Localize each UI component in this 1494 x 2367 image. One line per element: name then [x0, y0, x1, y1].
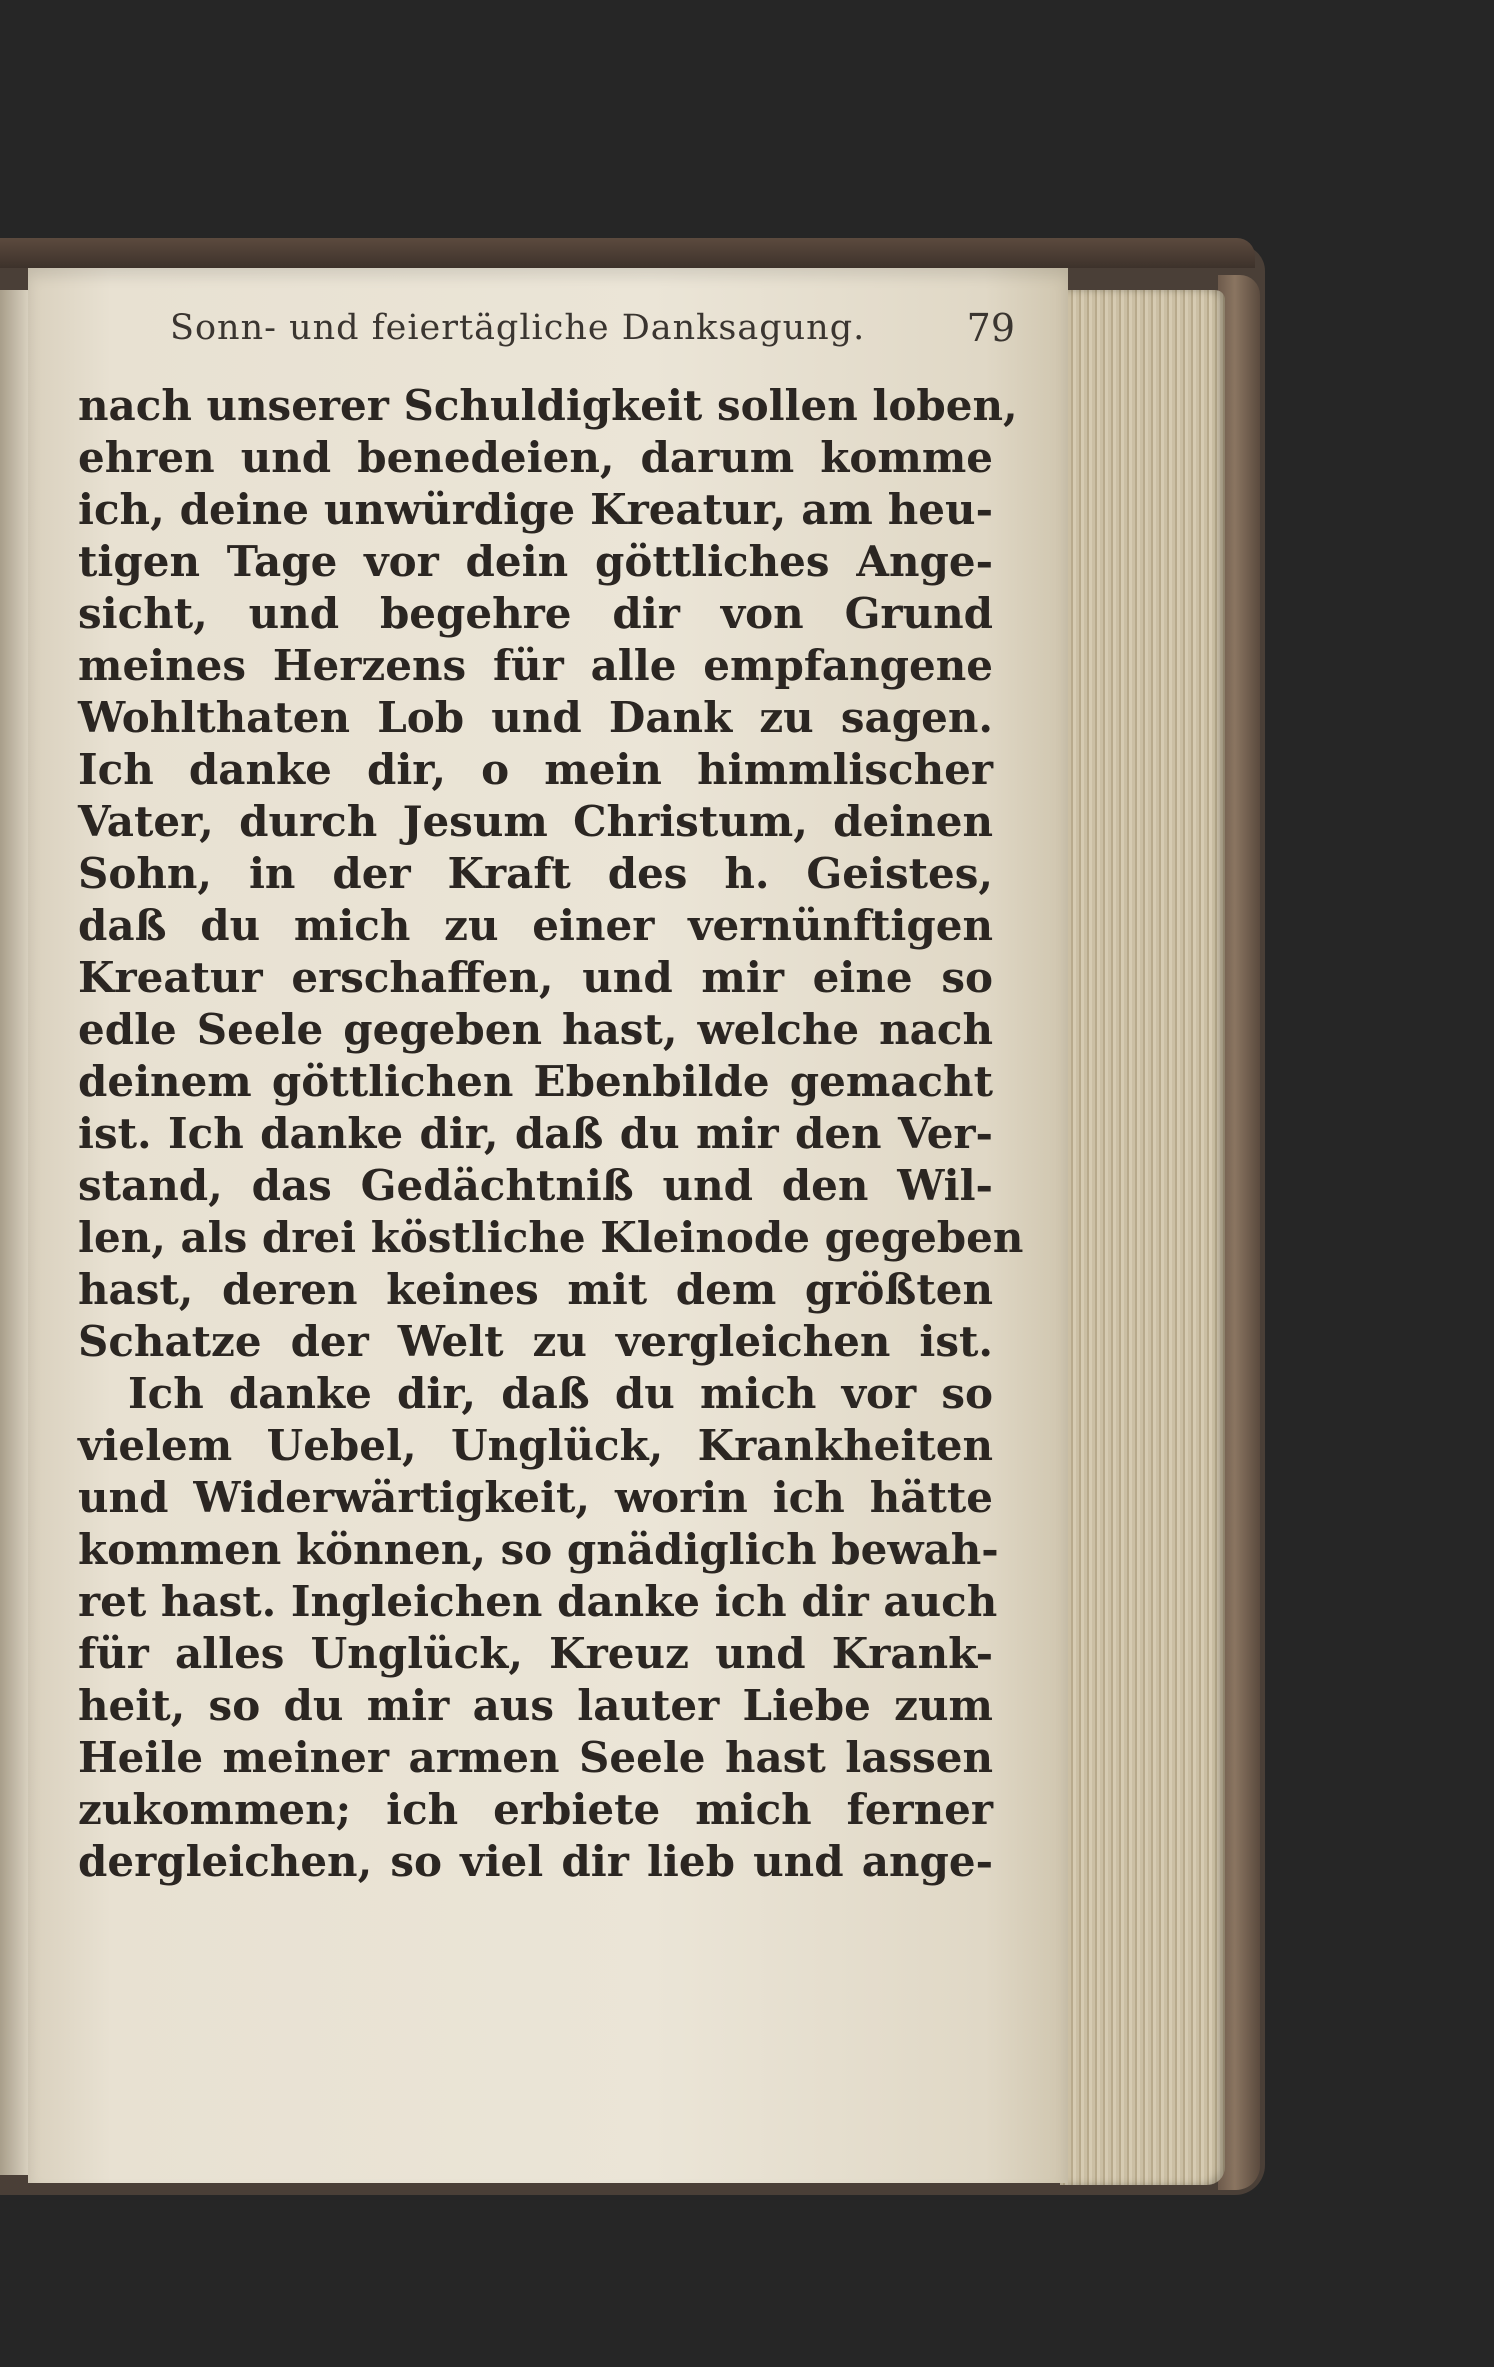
- text-line: len, als drei köstliche Kleinode gegeben: [78, 1213, 1024, 1262]
- text-line: dergleichen, so viel dir lieb und ange-: [78, 1837, 993, 1886]
- text-line: nach unserer Schuldigkeit sollen loben,: [78, 381, 1018, 430]
- text-line: Vater, durch Jesum Christum, deinen: [78, 797, 993, 846]
- text-line: Sohn, in der Kraft des h. Geistes,: [78, 849, 993, 898]
- text-line: Ich danke dir, o mein himmlischer: [78, 745, 993, 794]
- running-head: Sonn- und feiertägliche Danksagung.: [170, 308, 866, 348]
- text-line: kommen können, so gnädiglich bewah-: [78, 1525, 999, 1574]
- text-line: edle Seele gegeben hast, welche nach: [78, 1005, 993, 1054]
- text-line: und Widerwärtigkeit, worin ich hätte: [78, 1473, 993, 1522]
- text-line: für alles Unglück, Kreuz und Krank-: [78, 1629, 993, 1678]
- text-line: Kreatur erschaffen, und mir eine so: [78, 953, 993, 1002]
- text-line: vielem Uebel, Unglück, Krankheiten: [78, 1421, 993, 1470]
- book-top-edge: [0, 238, 1255, 268]
- text-line: ich, deine unwürdige Kreatur, am heu-: [78, 485, 993, 534]
- text-line: Wohlthaten Lob und Dank zu sagen.: [78, 693, 993, 742]
- text-line: tigen Tage vor dein göttliches Ange-: [78, 537, 993, 586]
- text-line: Ich danke dir, daß du mich vor so: [128, 1369, 993, 1418]
- text-line: zukommen; ich erbiete mich ferner: [78, 1785, 993, 1834]
- text-line: deinem göttlichen Ebenbilde gemacht: [78, 1057, 993, 1106]
- text-line: hast, deren keines mit dem größten: [78, 1265, 993, 1314]
- text-line: stand, das Gedächtniß und den Wil-: [78, 1161, 993, 1210]
- text-line: heit, so du mir aus lauter Liebe zum: [78, 1681, 993, 1730]
- text-line: daß du mich zu einer vernünftigen: [78, 901, 993, 950]
- page-edges: [1060, 290, 1225, 2185]
- page-header: [170, 300, 1015, 356]
- text-line: ist. Ich danke dir, daß du mir den Ver-: [78, 1109, 993, 1158]
- left-page-sliver: [0, 290, 28, 2175]
- text-line: meines Herzens für alle empfangene: [78, 641, 993, 690]
- text-line: ret hast. Ingleichen danke ich dir auch: [78, 1577, 998, 1626]
- page-body-text: [78, 380, 1024, 1888]
- text-line: sicht, und begehre dir von Grund: [78, 589, 993, 638]
- text-line: Schatze der Welt zu vergleichen ist.: [78, 1317, 993, 1366]
- text-line: Heile meiner armen Seele hast lassen: [78, 1733, 993, 1782]
- page-number: 79: [966, 306, 1015, 350]
- text-line: ehren und benedeien, darum komme: [78, 433, 993, 482]
